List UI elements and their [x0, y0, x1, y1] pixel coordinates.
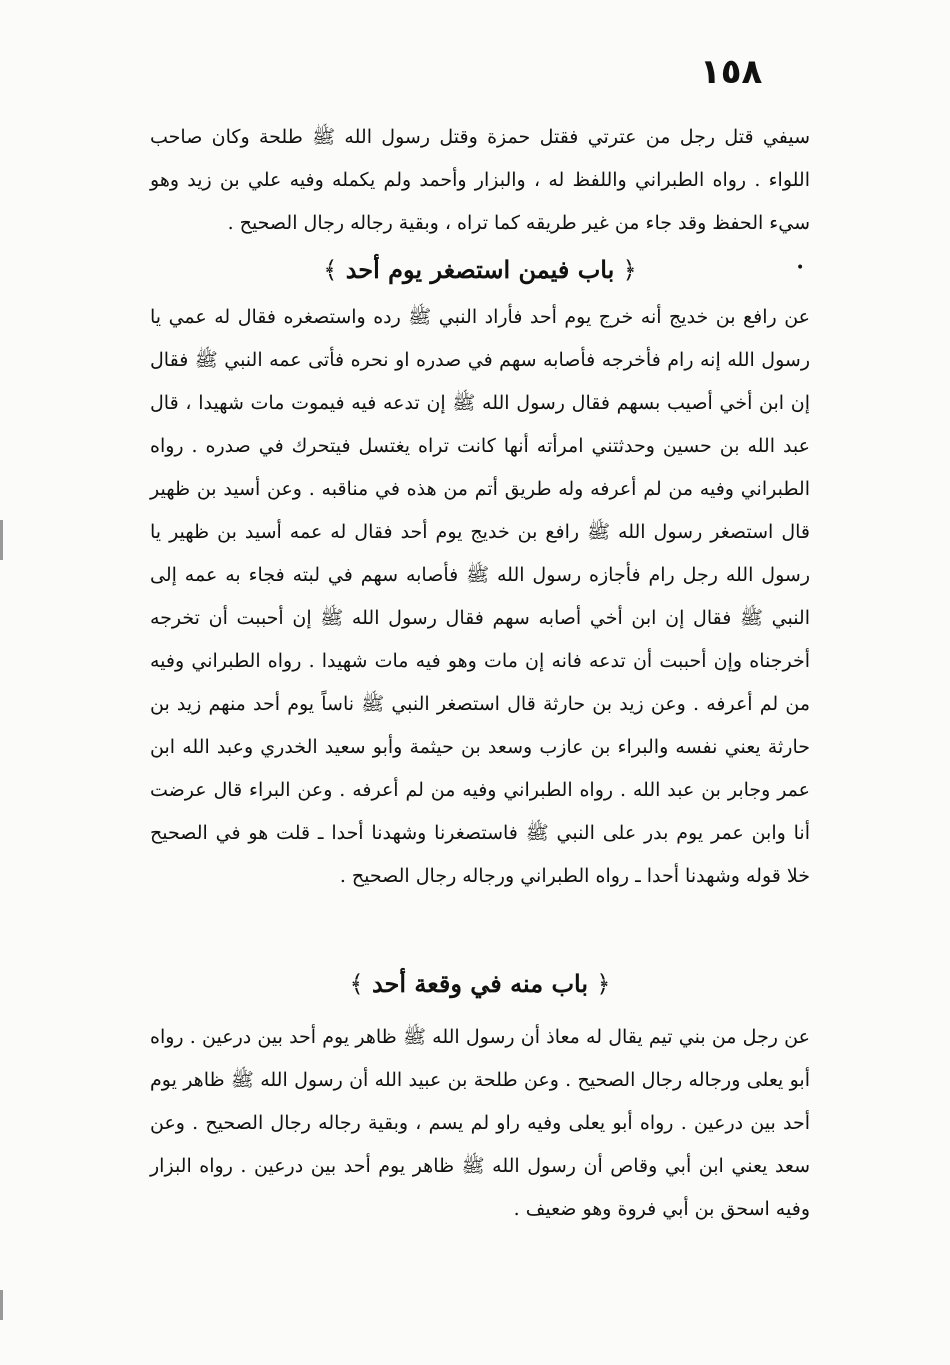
paragraph-section-2	[150, 1016, 810, 1231]
ornament-right-icon: ﴾	[323, 256, 338, 284]
stray-dot: •	[796, 260, 805, 276]
ornament-right-icon: ﴾	[349, 970, 364, 998]
paragraph-text: عن رافع بن خديج أنه خرج يوم أحد فأراد النبي ﷺ رده واستصغره فقال له عمي يا رسول الله إنه رام فأخرجه فأصابه سهم في صدره او نحره فأتى عمه النبي ﷺ فقال إن ابن أخي أصيب بسهم فقال رسول الله ﷺ إن تدعه فيه فيموت مات شهيدا ، قال عبد الله بن حسين وحدثتني امرأته أنها كانت تراه يغتسل فيتحرك في صدره . رواه الطبراني وفيه من لم أعرفه وله طريق أتم من هذه في مناقبه . وعن أسيد بن ظهير قال استصغر رسول الله ﷺ رافع بن خديج يوم أحد فقال له عمه أسيد بن ظهير يا رسول الله رجل رام فأجازه رسول الله ﷺ فأصابه سهم في لبته فجاء به عمه إلى النبي ﷺ فقال إن ابن أخي أصابه سهم فقال رسول الله ﷺ إن أحببت أن تخرجه أخرجناه وإن أحببت أن تدعه فانه إن مات وهو فيه مات شهيدا . رواه الطبراني وفيه من لم أعرفه . وعن زيد بن حارثة قال استصغر النبي ﷺ ناساً يوم أحد منهم زيد بن حارثة يعني نفسه والبراء بن عازب وسعد بن حيثمة وأبو سعيد الخدري وعبد الله ابن عمر وجابر بن عبد الله . رواه الطبراني وفيه من لم أعرفه . وعن البراء قال عرضت أنا وابن عمر يوم بدر على النبي ﷺ فاستصغرنا وشهدنا أحدا ـ قلت هو في الصحيح خلا قوله وشهدنا أحدا ـ رواه الطبراني ورجاله رجال الصحيح .	[150, 306, 810, 887]
section-heading-2	[150, 966, 810, 1002]
ornament-left-icon: ﴿	[596, 970, 611, 998]
heading-title: منه في وقعة أحد	[371, 969, 544, 998]
paragraph-text: عن رجل من بني تيم يقال له معاذ أن رسول الله ﷺ ظاهر يوم أحد بين درعين . رواه أبو يعلى ورجاله رجال الصحيح . وعن طلحة بن عبيد الله أن رسول الله ﷺ ظاهر يوم أحد بين درعين . رواه أبو يعلى وفيه راو لم يسم ، وبقية رجاله رجال الصحيح . وعن سعد يعني ابن أبي وقاص أن رسول الله ﷺ ظاهر يوم أحد بين درعين . رواه البزار وفيه اسحق بن أبي فروة وهو ضعيف .	[150, 1026, 810, 1220]
heading-title: فيمن استصغر يوم أحد	[345, 255, 570, 284]
heading-label: باب	[577, 255, 615, 284]
scan-edge-mark	[0, 520, 3, 560]
page-number: ١٥٨	[700, 52, 763, 92]
paragraph-section-1	[150, 296, 810, 898]
ornament-left-icon: ﴿	[622, 256, 637, 284]
heading-label: باب	[551, 969, 589, 998]
section-heading-1	[150, 252, 810, 288]
paragraph-opening	[150, 116, 810, 245]
paragraph-text: سيفي قتل رجل من عترتي فقتل حمزة وقتل رسول الله ﷺ طلحة وكان صاحب اللواء . رواه الطبراني واللفظ له ، والبزار وأحمد ولم يكمله وفيه علي بن زيد وهو سيء الحفظ وقد جاء من غير طريقه كما تراه ، وبقية رجاله رجال الصحيح .	[150, 126, 810, 234]
scan-edge-mark	[0, 1290, 3, 1320]
